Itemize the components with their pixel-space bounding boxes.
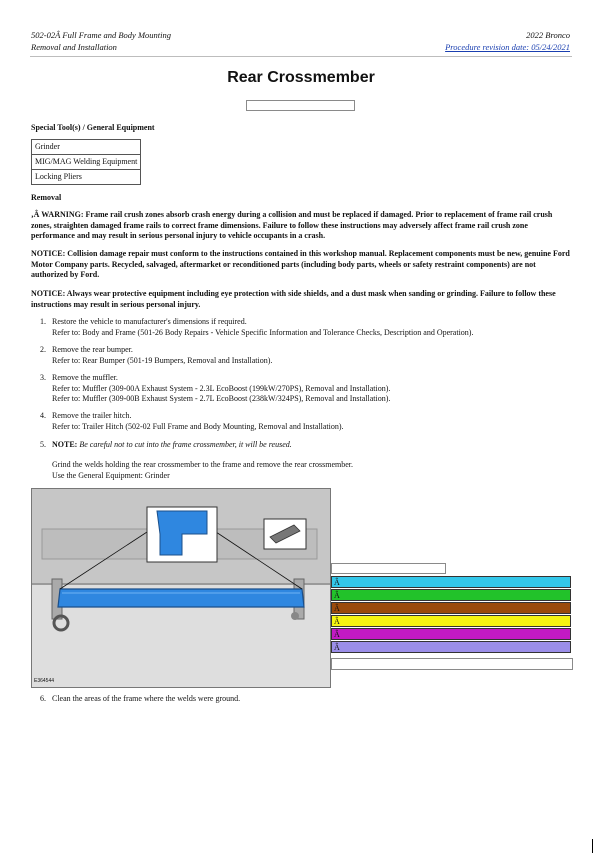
notice-collision-paragraph: NOTICE: Collision damage repair must conform to the instructions contained in this workshop manual. Replacement components must be new, genuine Ford Motor Company parts. Recycled, salvaged, aftermarket or reconditioned parts (including body parts, wheels or safety restraint components) are not authorized by Ford. [31,249,570,280]
removal-heading: Removal [31,193,62,202]
step-5-body [52,460,353,481]
note-label: NOTE: [52,440,78,449]
step-number: 3. [40,373,46,382]
step-text: Remove the muffler. [52,373,118,382]
step-reference-link[interactable]: Refer to: Rear Bumper (501-19 Bumpers, Removal and Installation). [52,355,273,365]
step-text: Remove the rear bumper. [52,345,133,354]
figure-id-label: E364544 [34,678,55,684]
legend-label: Â [334,643,340,652]
step-text: Restore the vehicle to manufacturer's dimensions if required. [52,317,247,326]
legend-row [331,615,571,627]
legend-footer-box [331,658,573,670]
legend-row [331,641,571,653]
step-5-equipment: Use the General Equipment: Grinder [52,470,170,480]
page-edge-mark [592,839,593,853]
legend-row [331,602,571,614]
table-row [32,140,141,155]
step-4 [40,411,344,432]
step-reference-link[interactable]: Refer to: Trailer Hitch (502-02 Full Frame and Body Mounting, Removal and Installation). [52,421,344,431]
legend-label: Â [334,578,340,587]
note-text: Be careful not to cut into the frame crossmember, it will be reused. [79,440,292,449]
page-title: Rear Crossmember [227,69,375,86]
legend-header-box [331,563,446,574]
tool-cell: Locking Pliers [32,170,141,185]
step-number: 4. [40,411,46,420]
legend-label: Â [334,591,340,600]
step-reference-link[interactable]: Refer to: Muffler (309-00B Exhaust System - 2.7L EcoBoost (238kW/324PS), Removal and Installation). [52,394,391,404]
legend-row [331,589,571,601]
legend-label: Â [334,617,340,626]
step-6 [40,694,240,705]
tool-cell: MIG/MAG Welding Equipment [32,155,141,170]
notice-protective-paragraph: NOTICE: Always wear protective equipment including eye protection with side shields, and a dust mask when sanding or grinding. Failure to follow these instructions may result in serious personal injury. [31,289,556,309]
table-row [32,155,141,170]
legend-row [331,628,571,640]
step-text: Remove the trailer hitch. [52,411,132,420]
step-2 [40,345,272,366]
legend-label: Â [334,630,340,639]
legend-row [331,576,571,588]
step-reference-link[interactable]: Refer to: Body and Frame (501-26 Body Repairs - Vehicle Specific Information and Tolerance Checks, Description and Operation). [52,327,474,337]
crossmember-diagram [32,489,330,687]
special-tools-heading: Special Tool(s) / General Equipment [31,123,155,132]
revision-date-link[interactable]: Procedure revision date: 05/24/2021 [445,42,570,52]
title-placeholder-box [246,100,355,111]
step-5-instruction: Grind the welds holding the rear crossmember to the frame and remove the rear crossmember. [52,460,354,469]
step-1 [40,317,473,338]
step-number: 6. [40,694,46,703]
warning-paragraph: ‚Â WARNING: Frame rail crush zones absorb crash energy during a collision and must be replaced if damaged. Prior to replacement of frame rail crush zones, straighten damaged frame rails to correct frame dimensions. Failure to follow these instructions may adversely affect frame rail crush zone performance and may result in serious personal injury to vehicle occupants in a crash. [31,210,553,241]
tool-cell: Grinder [32,140,141,155]
header-subtitle-line: Removal and Installation [31,42,117,52]
header-model-line: 2022 Bronco [526,30,570,40]
step-number: 1. [40,317,46,326]
rear-crossmember-illustration [31,488,331,688]
header-divider [30,56,572,57]
header-section-line: 502-02Â Full Frame and Body Mounting [31,30,171,40]
step-5 [40,440,292,451]
step-number: 5. [40,440,46,449]
special-tools-table [31,139,141,185]
step-text: Clean the areas of the frame where the welds were ground. [52,694,241,703]
step-reference-link[interactable]: Refer to: Muffler (309-00A Exhaust System - 2.3L EcoBoost (199kW/270PS), Removal and Installation). [52,383,391,393]
step-number: 2. [40,345,46,354]
table-row [32,170,141,185]
legend-label: Â [334,604,340,613]
step-3 [40,373,390,405]
